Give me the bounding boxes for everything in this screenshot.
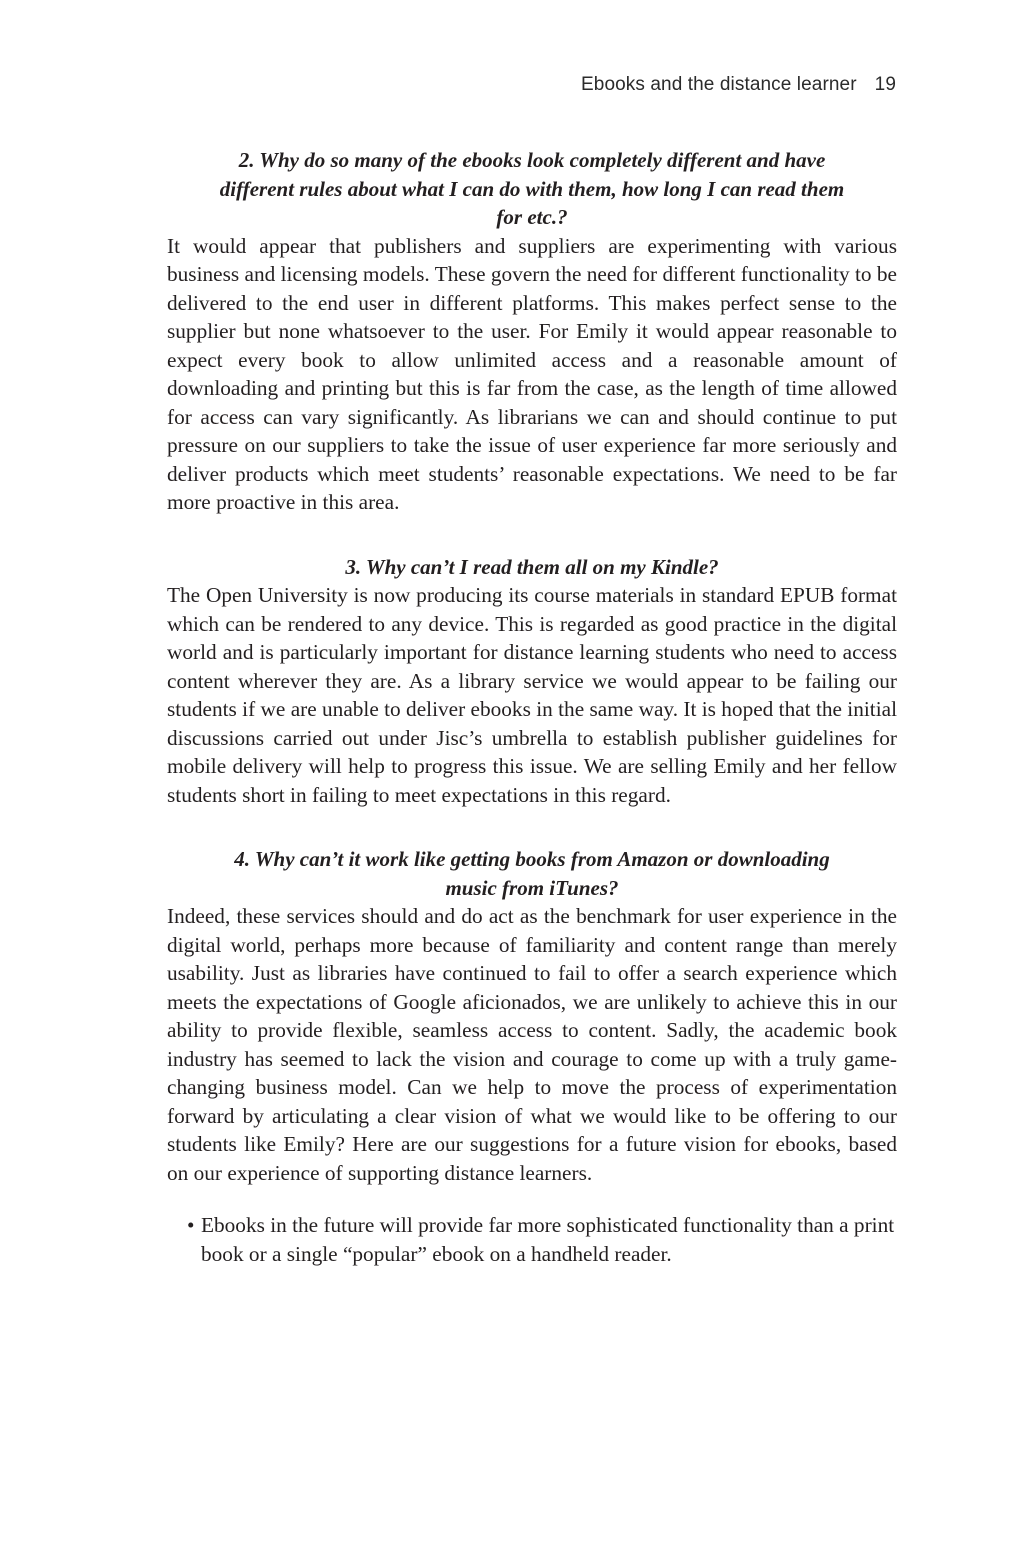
answer-paragraph-2: It would appear that publishers and suppliers are experimenting with various business and licensing models. These govern the need for different functionality to be delivered to the end user in different platforms. This makes perfect sense to the supplier but none whatsoever to the user. For Emily it would appear reasonable to expect every book to allow unlimited access and a reasonable amount of downloading and printing but this is far from the case, as the length of time allowed for access can vary significantly. As librarians we can and should continue to put pressure on our suppliers to take the issue of user experience far more seriously and deliver products which meet students’ reasonable expectations. We need to be far more proactive in this area. (167, 233, 897, 514)
list-item-text: Ebooks in the future will provide far more sophisticated functionality than a print book or a single “popular” ebook on a handheld reader. (201, 1213, 895, 1266)
answer-paragraph-4: Indeed, these services should and do act as the benchmark for user experience in the digital world, perhaps more because of familiarity and content range than merely usability. Just as libraries have continued to fail to offer a search experience which meets the expectations of Google aficionados, we are unlikely to achieve this in our ability to provide flexible, seamless access to content. Sadly, the academic book industry has seemed to lack the vision and courage to come up with a truly game-changing business model. Can we help to move the process of experimentation forward by articulating a clear vision of what we would like to be offering to our students like Emily? Here are our suggestions for a future vision for ebooks, based on our experience of supporting distance learners. (167, 904, 897, 1185)
suggestion-list (167, 1211, 897, 1268)
list-item (167, 1211, 897, 1268)
question-heading-4: 4. Why can’t it work like getting books from Amazon or downloading music from iTunes? (234, 847, 830, 900)
section-question-3 (167, 553, 897, 810)
page-body (167, 146, 897, 1268)
page-number: 19 (874, 74, 896, 95)
section-question-2 (167, 146, 897, 517)
bullet-marker: • (187, 1213, 195, 1237)
question-heading-2: 2. Why do so many of the ebooks look completely different and have different rules about what I can do with them, how long I can read them for etc.? (219, 148, 845, 229)
question-heading-3: 3. Why can’t I read them all on my Kindle? (345, 554, 719, 579)
answer-paragraph-3: The Open University is now producing its course materials in standard EPUB format which can be rendered to any device. This is regarded as good practice in the digital world and is particularly important for distance learning students who need to access content wherever they are. As a library service we would appear to be failing our students if we are unable to deliver ebooks in the same way. It is hoped that the initial discussions carried out under Jisc’s umbrella to establish publisher guidelines for mobile delivery will help to progress this issue. We are selling Emily and her fellow students short in failing to meet expectations in this regard. (167, 583, 897, 807)
running-head (581, 74, 896, 96)
section-question-4 (167, 845, 897, 1187)
running-head-title: Ebooks and the distance learner (581, 74, 857, 95)
